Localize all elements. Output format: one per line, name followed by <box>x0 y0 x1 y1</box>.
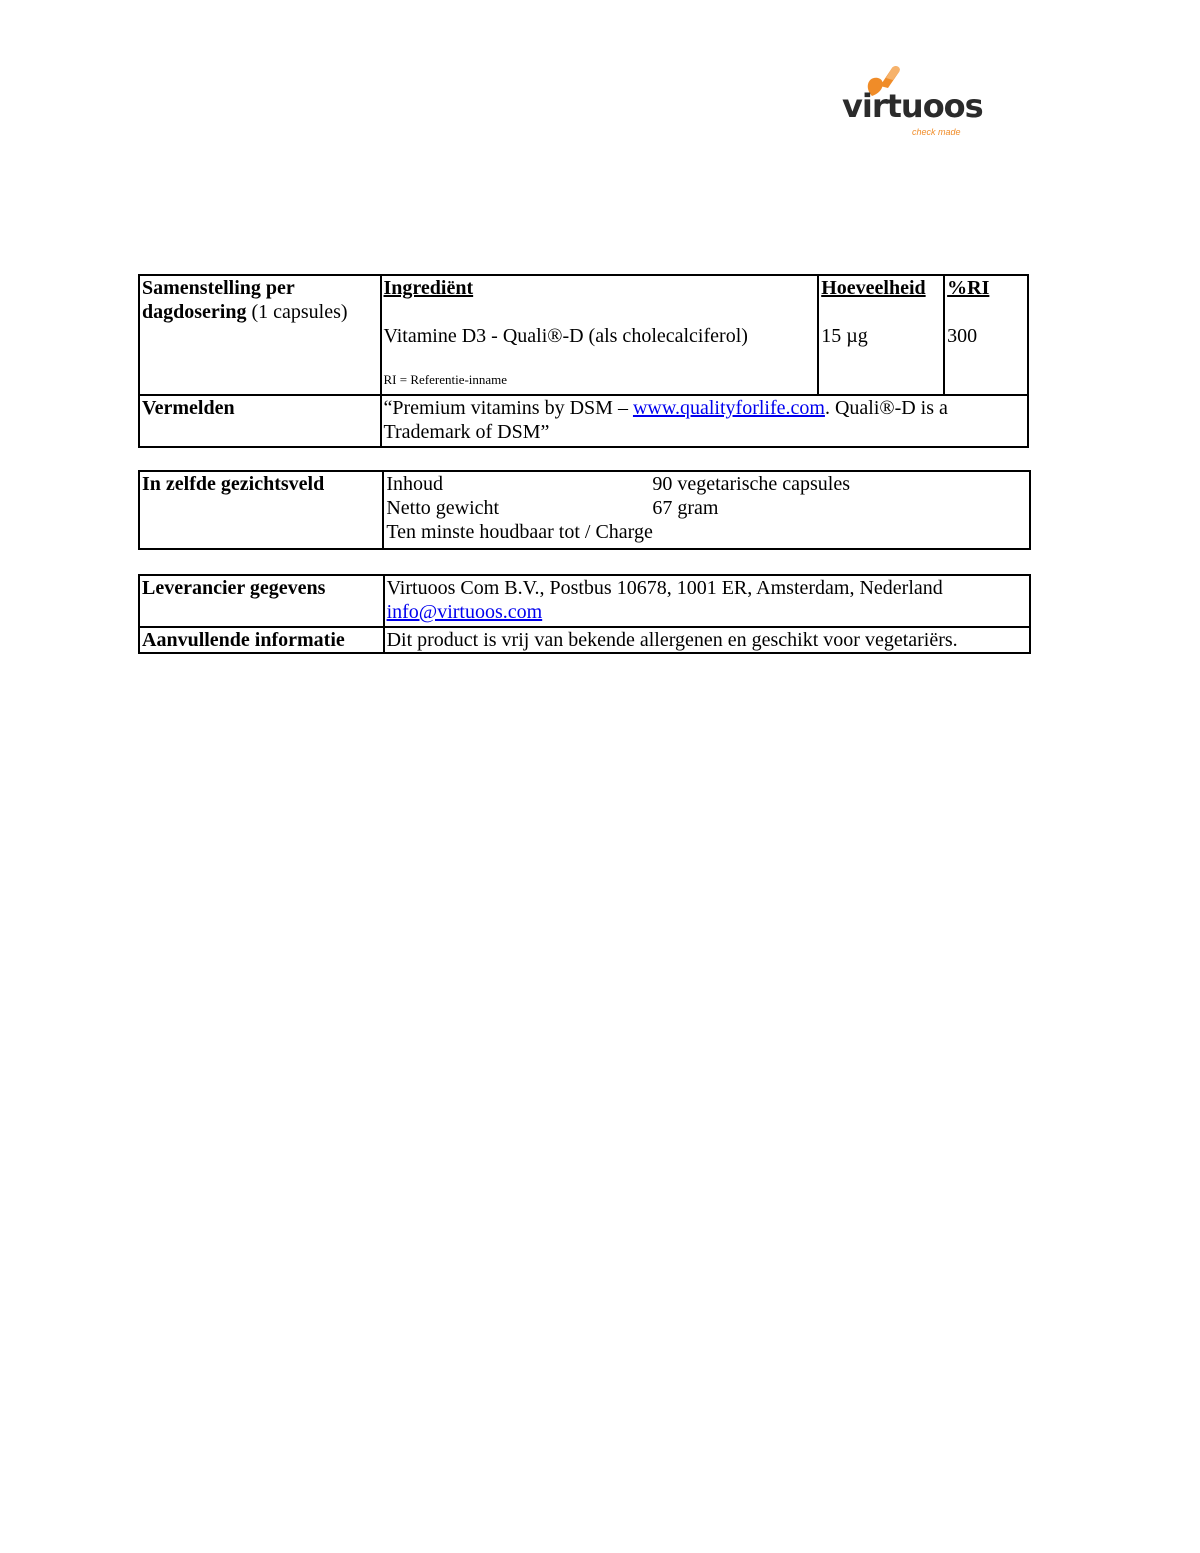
supplier-content <box>384 575 1030 627</box>
mention-text <box>381 395 1029 447</box>
shelf-life-note: Ten minste houdbaar tot / Charge <box>386 521 653 543</box>
ingredient-cell <box>381 275 819 395</box>
mention-label: Vermelden <box>139 395 381 447</box>
composition-label-normal: (1 capsules) <box>251 301 348 323</box>
brand-logo <box>842 64 982 144</box>
supplier-email-link[interactable]: info@virtuoos.com <box>386 601 543 623</box>
weight-row <box>386 496 1027 520</box>
mention-text-before: “Premium vitamins by DSM – <box>383 397 628 419</box>
amount-value: 15 µg <box>821 325 868 347</box>
composition-label <box>139 275 381 395</box>
visual-field-content <box>383 471 1030 549</box>
ri-footnote: RI = Referentie-inname <box>383 372 508 387</box>
qualityforlife-link[interactable]: www.qualityforlife.com <box>632 397 825 419</box>
additional-label: Aanvullende informatie <box>139 627 384 653</box>
ingredient-value: Vitamine D3 - Quali®-D (als cholecalciferol) <box>383 325 748 347</box>
logo-tagline: check made <box>912 127 961 137</box>
content-row <box>386 472 1027 496</box>
visual-field-label: In zelfde gezichtsveld <box>139 471 383 549</box>
ri-cell <box>944 275 1028 395</box>
composition-label-bold: Samenstelling per dagdosering <box>142 277 295 323</box>
amount-header: Hoeveelheid <box>821 277 926 299</box>
visual-field-table <box>138 470 1031 550</box>
amount-cell <box>818 275 944 395</box>
content-value: 90 vegetarische capsules <box>652 473 851 495</box>
composition-table <box>138 274 1029 448</box>
weight-value: 67 gram <box>652 497 719 519</box>
supplier-label: Leverancier gegevens <box>139 575 384 627</box>
supplier-address: Virtuoos Com B.V., Postbus 10678, 1001 ER, Amsterdam, Nederland <box>386 577 943 599</box>
ingredient-header: Ingrediënt <box>383 277 474 299</box>
mention-text-after: . Quali®-D is a Trademark of DSM” <box>383 397 948 443</box>
additional-text: Dit product is vrij van bekende allergenen en geschikt voor vegetariërs. <box>384 627 1030 653</box>
content-key: Inhoud <box>386 473 443 495</box>
ri-value: 300 <box>947 325 978 347</box>
supplier-table <box>138 574 1031 654</box>
logo-wordmark: virtuoos <box>842 87 983 125</box>
ri-header: %RI <box>947 277 990 299</box>
weight-key: Netto gewicht <box>386 497 500 519</box>
